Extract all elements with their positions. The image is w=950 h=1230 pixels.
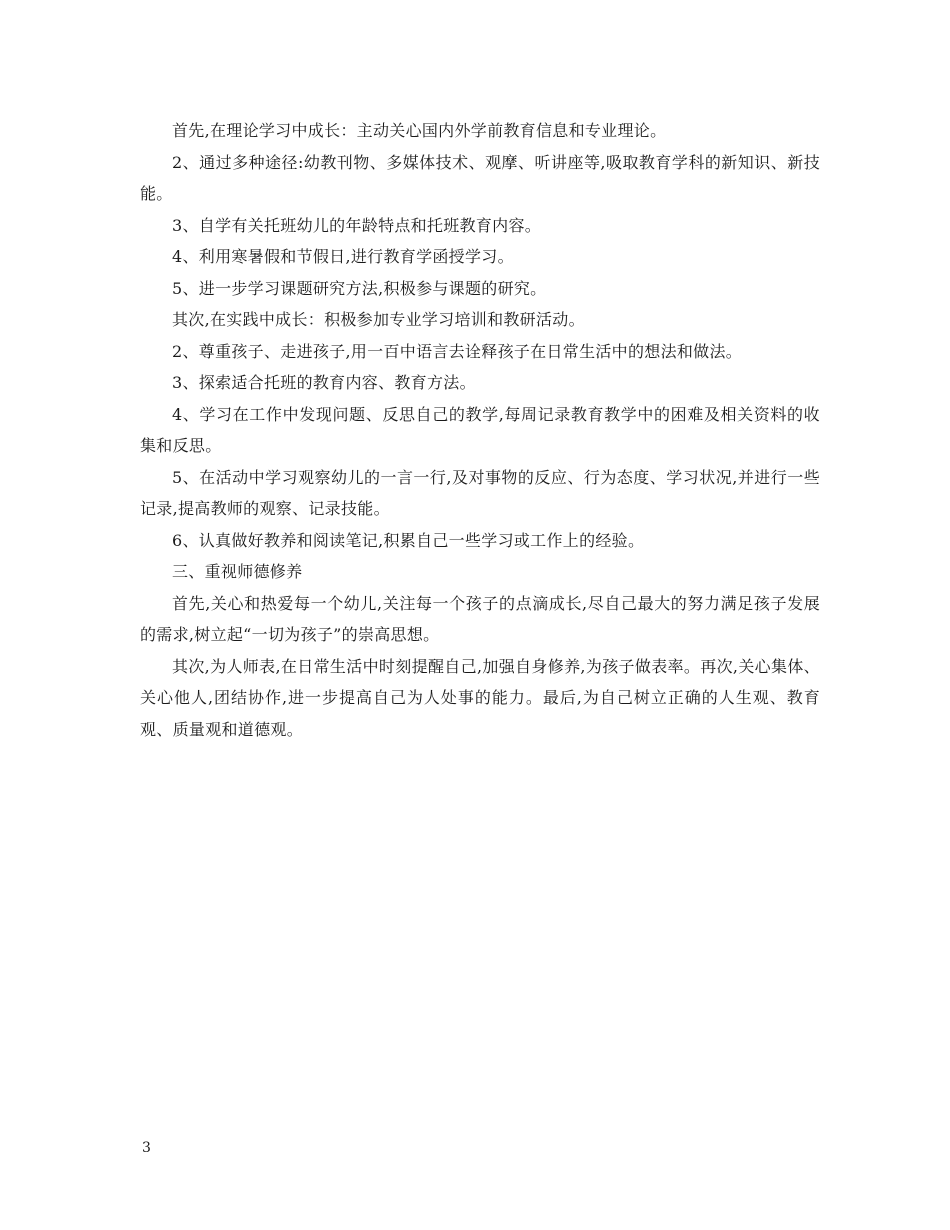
- paragraph-9: 4、学习在工作中发现问题、反思自己的教学,每周记录教育教学中的困难及相关资料的收集和反思。: [140, 404, 820, 455]
- paragraph-7: 2、尊重孩子、走进孩子,用一百中语言去诠释孩子在日常生活中的想法和做法。: [172, 341, 743, 361]
- paragraph-8: 3、探索适合托班的教育内容、教育方法。: [172, 373, 476, 392]
- paragraph-13: 首先,关心和热爱每一个幼儿,关注每一个孩子的点滴成长,尽自己最大的努力满足孩子发展的需求,树立起“一切为孩子”的崇高思想。: [140, 593, 820, 644]
- document-body: [140, 115, 820, 745]
- paragraph-6: 其次,在实践中成长：积极参加专业学习培训和教研活动。: [172, 310, 585, 329]
- paragraph-1: 首先,在理论学习中成长：主动关心国内外学前教育信息和专业理论。: [172, 121, 667, 140]
- paragraph-10: 5、在活动中学习观察幼儿的一言一行,及对事物的反应、行为态度、学习状况,并进行一些记录,提高教师的观察、记录技能。: [140, 467, 820, 518]
- paragraph-4: 4、利用寒暑假和节假日,进行教育学函授学习。: [172, 247, 514, 266]
- paragraph-5: 5、进一步学习课题研究方法,积极参与课题的研究。: [172, 278, 547, 298]
- paragraph-14: 其次,为人师表,在日常生活中时刻提醒自己,加强自身修养,为孩子做表率。再次,关心集体、关心他人,团结协作,进一步提高自己为人处事的能力。最后,为自己树立正确的人生观、教育观、质量观和道德观。: [140, 656, 820, 739]
- paragraph-11: 6、认真做好教养和阅读笔记,积累自己一些学习或工作上的经验。: [172, 530, 645, 550]
- section-heading: 三、重视师德修养: [172, 562, 303, 581]
- paragraph-2: 2、通过多种途径:幼教刊物、多媒体技术、观摩、听讲座等,吸取教育学科的新知识、新技能。: [140, 152, 820, 203]
- page-number: 3: [142, 1140, 151, 1156]
- paragraph-3: 3、自学有关托班幼儿的年龄特点和托班教育内容。: [172, 215, 542, 235]
